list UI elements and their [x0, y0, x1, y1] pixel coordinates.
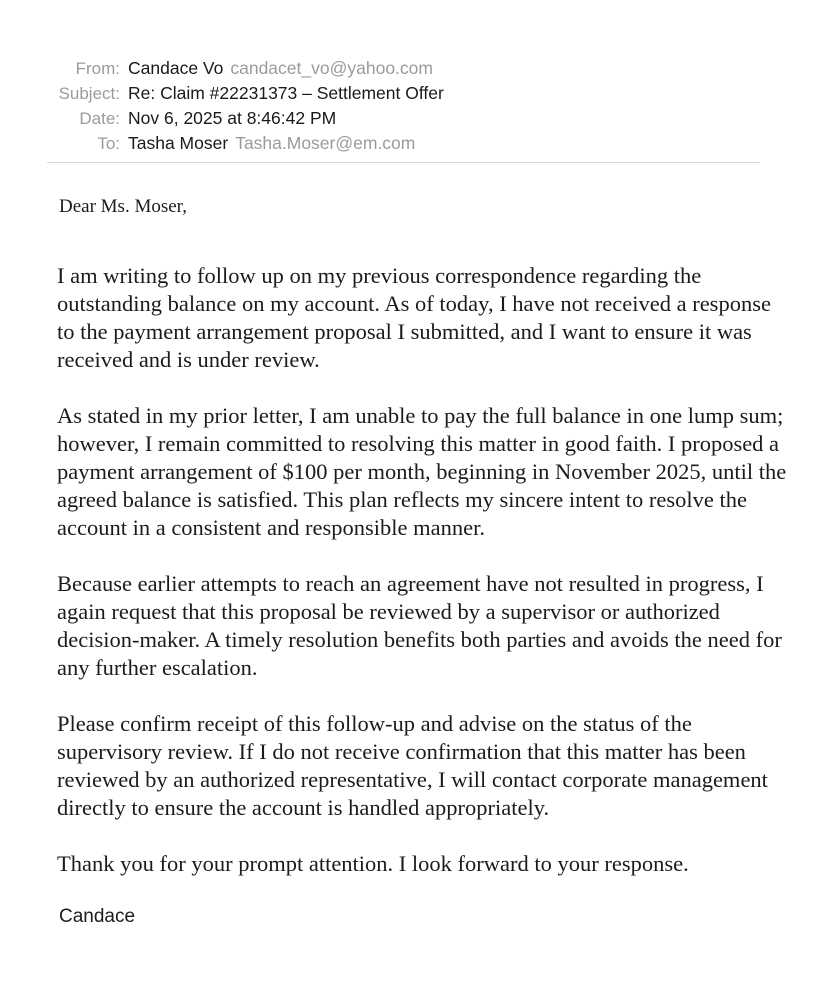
body-paragraph-3: Because earlier attempts to reach an agreement have not resulted in progress, I again request that this proposal be reviewed by a supervisor or authorized decision-maker. A timely resolution benefits both parties and avoids the need for any further escalation. — [57, 571, 782, 680]
from-name: Candace Vo — [128, 58, 224, 78]
body-paragraph-4: Please confirm receipt of this follow-up and advise on the status of the supervisory review. If I do not receive confirmation that this matter has been reviewed by an authorized representative, I will contact corporate management directly to ensure the account is handled appropriately. — [57, 711, 768, 820]
email-header — [40, 58, 760, 158]
header-row-from — [40, 58, 760, 79]
from-address[interactable]: candacet_vo@yahoo.com — [230, 58, 433, 78]
to-name: Tasha Moser — [128, 133, 229, 153]
to-label: To: — [97, 134, 120, 153]
email-body — [57, 196, 787, 928]
salutation: Dear Ms. Moser, — [59, 196, 187, 217]
subject-value: Re: Claim #22231373 – Settlement Offer — [128, 83, 444, 103]
header-divider — [47, 162, 760, 163]
header-row-subject — [40, 83, 760, 104]
body-paragraph-2: As stated in my prior letter, I am unable to pay the full balance in one lump sum; however, I remain committed to resolving this matter in good faith. I proposed a payment arrangement of $100 per month, beginning in November 2025, until the agreed balance is satisfied. This plan reflects my sincere intent to resolve the account in a consistent and responsible manner. — [57, 403, 787, 540]
signature: Candace — [59, 906, 136, 927]
to-address[interactable]: Tasha.Moser@em.com — [235, 133, 416, 153]
header-row-to — [40, 133, 760, 154]
body-paragraph-1: I am writing to follow up on my previous correspondence regarding the outstanding balance on my account. As of today, I have not received a response to the payment arrangement proposal I submitted, and I want to ensure it was received and is under review. — [57, 263, 771, 372]
date-label: Date: — [79, 109, 120, 128]
subject-label: Subject: — [58, 84, 120, 103]
from-label: From: — [75, 59, 120, 78]
body-paragraph-5: Thank you for your prompt attention. I look forward to your response. — [57, 851, 689, 876]
header-row-date — [40, 108, 760, 129]
date-value: Nov 6, 2025 at 8:46:42 PM — [128, 108, 337, 128]
